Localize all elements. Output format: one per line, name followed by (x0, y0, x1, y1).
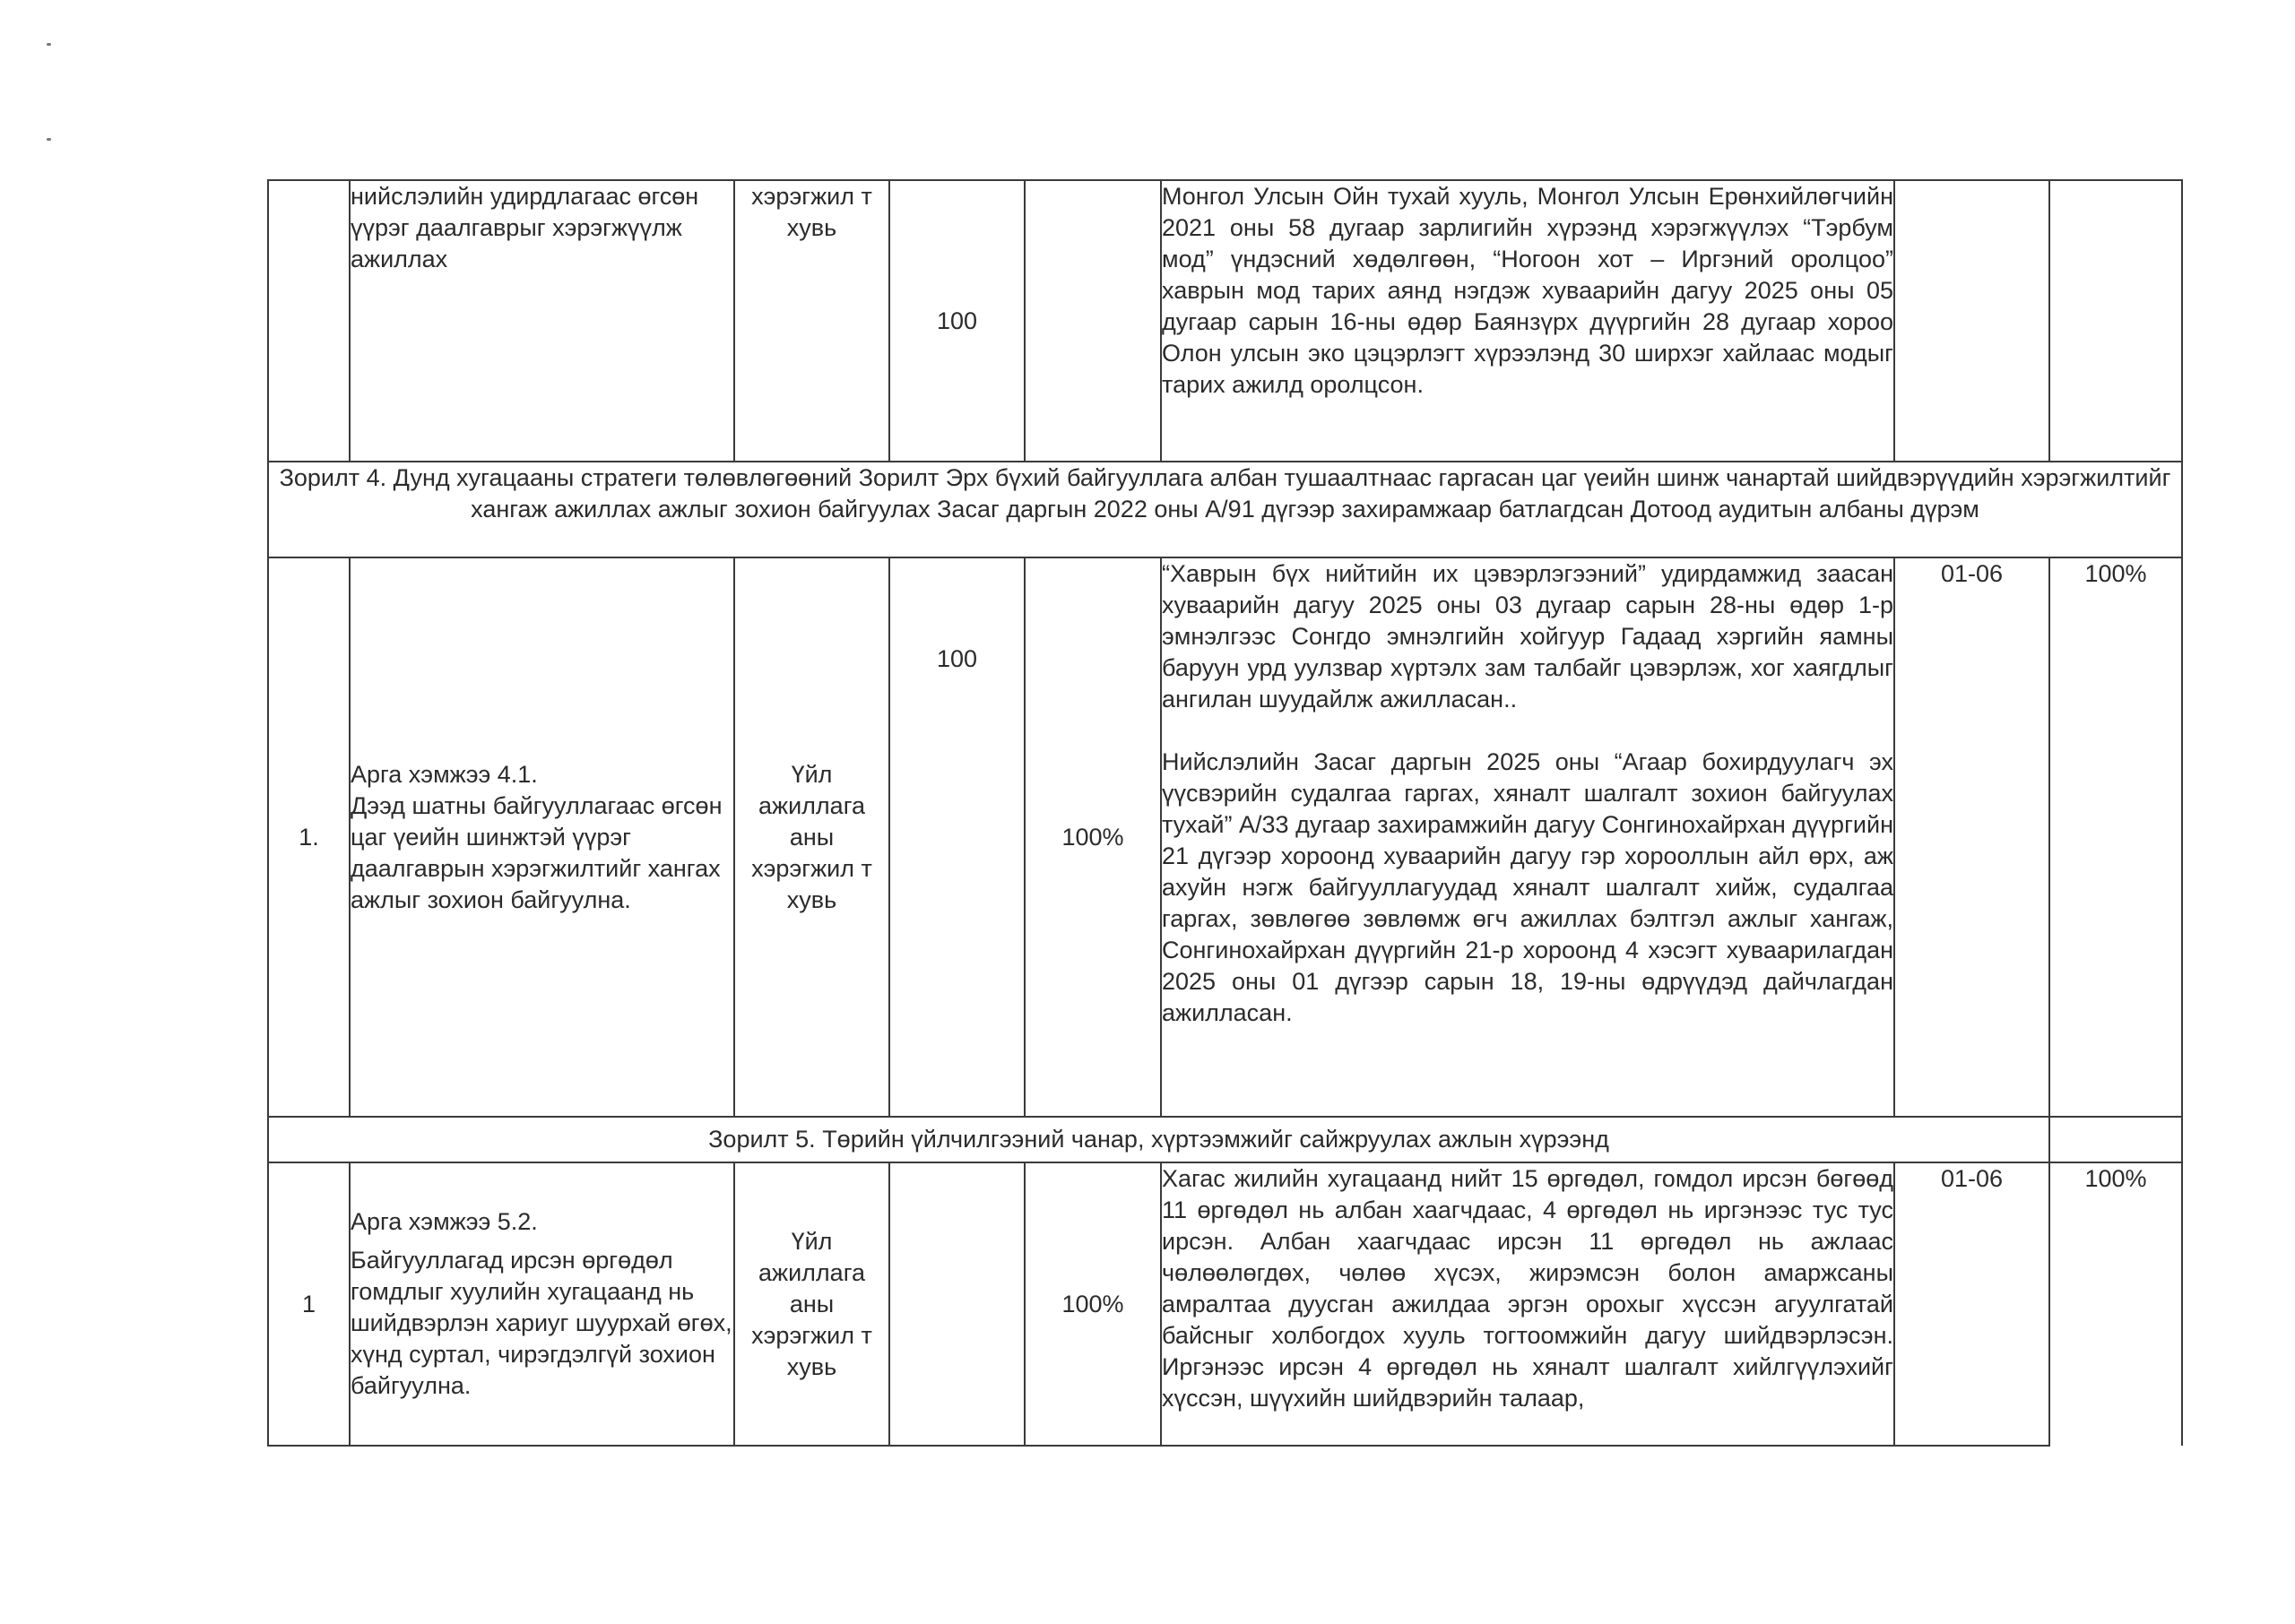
goal-row (268, 462, 2182, 557)
completion-cell: 100% (2049, 557, 2182, 1117)
row-number-cell: 1 (268, 1162, 350, 1446)
row-number-cell (268, 180, 350, 462)
action-plan-table (267, 179, 2183, 1447)
row-number-cell: 1. (268, 557, 350, 1117)
task-text: Байгууллагад ирсэн өргөдөл гомдлыг хуулийн хугацаанд нь шийдвэрлэн хариуг шуурхай өгөх, хүнд суртал, чирэгдэлгүй зохион байгуулна. (351, 1247, 732, 1399)
description-cell (1161, 557, 1894, 1117)
task-text: Дээд шатны байгууллагаас өгсөн цаг үеийн шинжтэй үүрэг даалгаврын хэрэгжилтийг хангах ажлыг зохион байгуулна. (351, 791, 723, 913)
goal-5-heading: Зорилт 5. Төрийн үйлчилгээний чанар, хүртээмжийг сайжруулах ажлын хүрээнд (268, 1117, 2049, 1162)
description-paragraph: Нийслэлийн Засаг даргын 2025 оны “Агаар бохирдуулагч эх үүсвэрийн судалгаа гаргах, хяналт шалгалт зохион байгуулах тухай” А/33 дугаар захирамжийн дагуу Сонгинохайрхан дүүргийн 21 дүгээр хороонд хуваарийн дагуу гэр хорооллын айл өрх, аж ахуйн нэгж байгууллагуудад хяналт шалгалт хийж, судалгаа гаргах, зөвлөгөө зөвлөмж өгч ажиллах бэлтгэл ажлыг хангаж, Сонгинохайрхан дүүргийн 21-р хороонд 4 хэсэгт хуваарилагдан 2025 оны 01 дүгээр сарын 18, 19-ны өдрүүдэд дайчлагдан ажилласан. (1162, 748, 1893, 1026)
completion-cell: 100% (2049, 1162, 2182, 1446)
empty-cell (2049, 1117, 2182, 1162)
target-cell: 100% (1025, 557, 1161, 1117)
indicator-cell: Үйл ажиллага аны хэрэгжил т хувь (734, 1162, 889, 1446)
task-title: Арга хэмжээ 5.2. (351, 1208, 538, 1235)
baseline-cell (889, 1162, 1025, 1446)
task-cell: нийслэлийн удирдлагаас өгсөн үүрэг даалгаврыг хэрэгжүүлж ажиллах (350, 180, 734, 462)
description-paragraph: Монгол Улсын Ойн тухай хууль, Монгол Улсын Ерөнхийлөгчийн 2021 оны 58 дугаар зарлигийн хүрээнд хэрэгжүүлэх “Тэрбум мод” үндэсний хөдөлгөөн, “Ногоон хот – Иргэний оролцоо” хаврын мод тарих аянд нэгдэж хуваарийн дагуу 2025 оны 05 дугаар сарын 16-ны өдөр Баянзүрх дүүргийн 28 дугаар хороо Олон улсын эко цэцэрлэгт хүрээлэнд 30 ширхэг хайлаас модыг тарих ажилд оролцсон. (1162, 183, 1893, 398)
indicator-cell: хэрэгжил т хувь (734, 180, 889, 462)
table-row (268, 557, 2182, 1117)
goal-row (268, 1117, 2182, 1162)
description-paragraph: “Хаврын бүх нийтийн их цэвэрлэгээний” удирдамжид заасан хуваарийн дагуу 2025 оны 03 дугаар сарын 28-ны өдөр 1-р эмнэлгээс Сонгдо эмнэлгийн хойгуур Гадаад хэргийн яамны баруун урд уулзвар хүртэлх зам талбайг цэвэрлэж, хог хаягдлыг ангилан шуудайлж ажилласан.. (1162, 560, 1893, 713)
table-row (268, 1162, 2182, 1446)
timeframe-cell (1894, 180, 2049, 462)
table-row (268, 180, 2182, 462)
baseline-cell (889, 557, 1025, 1117)
goal-4-heading: Зорилт 4. Дунд хугацааны стратеги төлөвлөгөөний Зорилт Эрх бүхий байгууллага албан тушаалтнаас гаргасан цаг үеийн шинж чанартай шийдвэрүүдийн хэрэгжилтийг хангаж ажиллах ажлыг зохион байгуулах Засаг даргын 2022 оны А/91 дүгээр захирамжаар батлагдсан Дотоод аудитын албаны дүрэм (268, 462, 2182, 557)
timeframe-cell: 01-06 (1894, 1162, 2049, 1446)
target-cell: 100% (1025, 1162, 1161, 1446)
task-title: Арга хэмжээ 4.1. (351, 760, 538, 788)
scan-speck (47, 138, 51, 141)
indicator-cell: Үйл ажиллага аны хэрэгжил т хувь (734, 557, 889, 1117)
scan-speck (47, 43, 51, 46)
baseline-value: 100 (936, 645, 978, 672)
task-cell (350, 557, 734, 1117)
task-cell (350, 1162, 734, 1446)
description-paragraph: Хагас жилийн хугацаанд нийт 15 өргөдөл, гомдол ирсэн бөгөөд 11 өргөдөл нь албан хаагчдаас, 4 өргөдөл нь иргэнээс тус тус ирсэн. Албан хаагчдаас ирсэн 11 өргөдөл нь ажлаас чөлөөлөгдөх, чөлөө хүсэх, жирэмсэн болон амаржсаны амралтаа дуусган ажилдаа эргэн орохыг хүссэн агуулгатай байсныг холбогдох хууль тогтоомжийн дагуу шийдвэрлэсэн. Иргэнээс ирсэн 4 өргөдөл нь хяналт шалгалт хийлгүүлэхийг хүссэн, шүүхийн шийдвэрийн талаар, (1162, 1165, 1893, 1412)
description-cell (1161, 1162, 1894, 1446)
timeframe-cell: 01-06 (1894, 557, 2049, 1117)
completion-cell (2049, 180, 2182, 462)
baseline-value: 100 (936, 307, 978, 334)
description-cell (1161, 180, 1894, 462)
baseline-cell (889, 180, 1025, 462)
target-cell (1025, 180, 1161, 462)
